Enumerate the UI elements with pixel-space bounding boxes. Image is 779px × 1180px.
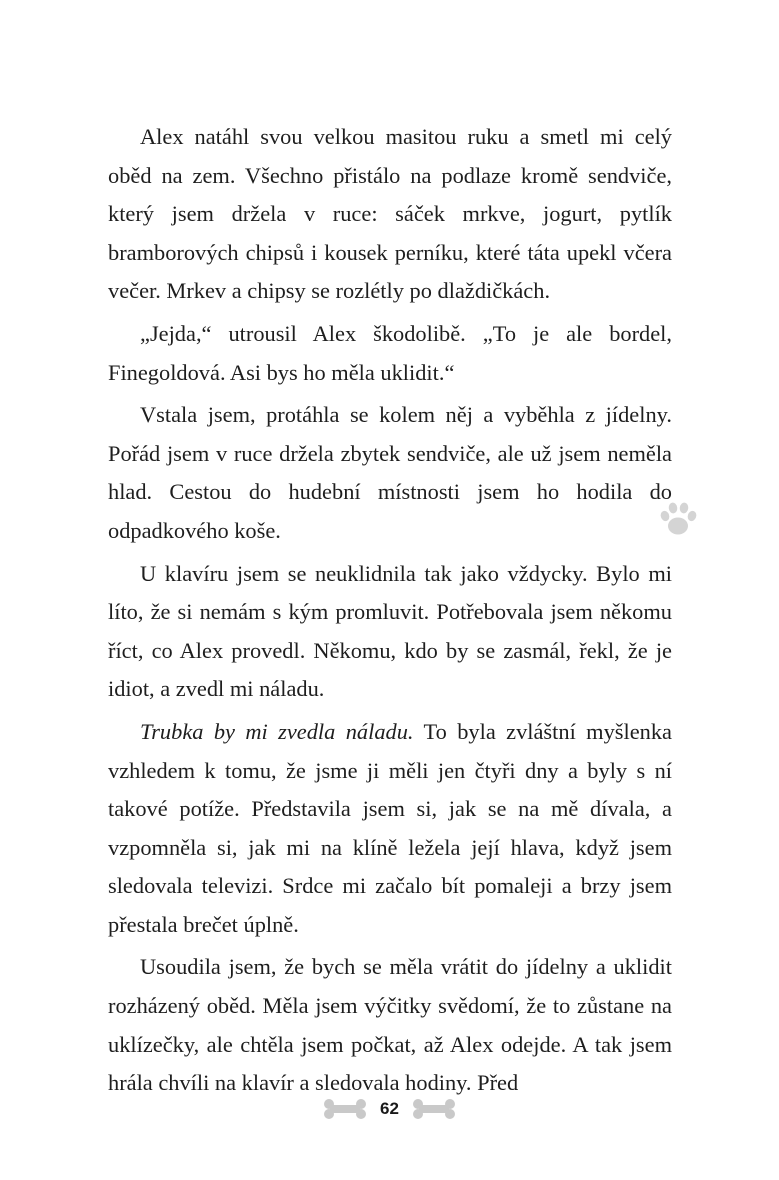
page-body [108, 118, 672, 1107]
paragraph-3: Vstala jsem, protáhla se kolem něj a vyběhla z jídelny. Pořád jsem v ruce držela zbytek sendviče, ale už jsem neměla hlad. Cestou do hudební místnosti jsem ho hodila do odpadkového koše. [108, 402, 672, 543]
bone-icon [411, 1098, 457, 1120]
paragraph-5-text: To byla zvláštní myšlenka vzhledem k tomu, že jsme ji měli jen čtyři dny a byly s ní takové potíže. Představila jsem si, jak se na mě dívala, a vzpomněla si, jak mi na klíně ležela její hlava, když jsem sledovala televizi. Srdce mi začalo bít pomaleji a brzy jsem přestala brečet úplně. [108, 718, 672, 937]
paragraph-5 [108, 713, 672, 945]
bone-icon [322, 1098, 368, 1120]
page-footer [0, 1098, 779, 1120]
paragraph-5-italic: Trubka by mi zvedla náladu. [140, 718, 414, 744]
paragraph-2: „Jejda,“ utrousil Alex škodolibě. „To je ale bordel, Finegoldová. Asi bys ho měla uklidit.“ [108, 320, 672, 385]
paragraph-6: Usoudila jsem, že bych se měla vrátit do jídelny a uklidit rozházený oběd. Měla jsem výčitky svědomí, že to zůstane na uklízečky, ale chtěla jsem počkat, až Alex odejde. A tak jsem hrála chvíli na klavír a sledovala hodiny. Před [108, 954, 672, 1096]
page-number: 62 [380, 1099, 399, 1118]
paw-print-icon [658, 500, 698, 538]
paragraph-4: U klavíru jsem se neuklidnila tak jako vždycky. Bylo mi líto, že si nemám s kým promluvit. Potřebovala jsem někomu říct, co Alex provedl. Někomu, kdo by se zasmál, řekl, že je idiot, a zvedl mi náladu. [108, 560, 672, 702]
paragraph-1: Alex natáhl svou velkou masitou ruku a smetl mi celý oběd na zem. Všechno přistálo na podlaze kromě sendviče, který jsem držela v ruce: sáček mrkve, jogurt, pytlík bramborových chipsů i kousek perníku, které táta upekl včera večer. Mrkev a chipsy se rozlétly po dlaždičkách. [108, 124, 672, 304]
